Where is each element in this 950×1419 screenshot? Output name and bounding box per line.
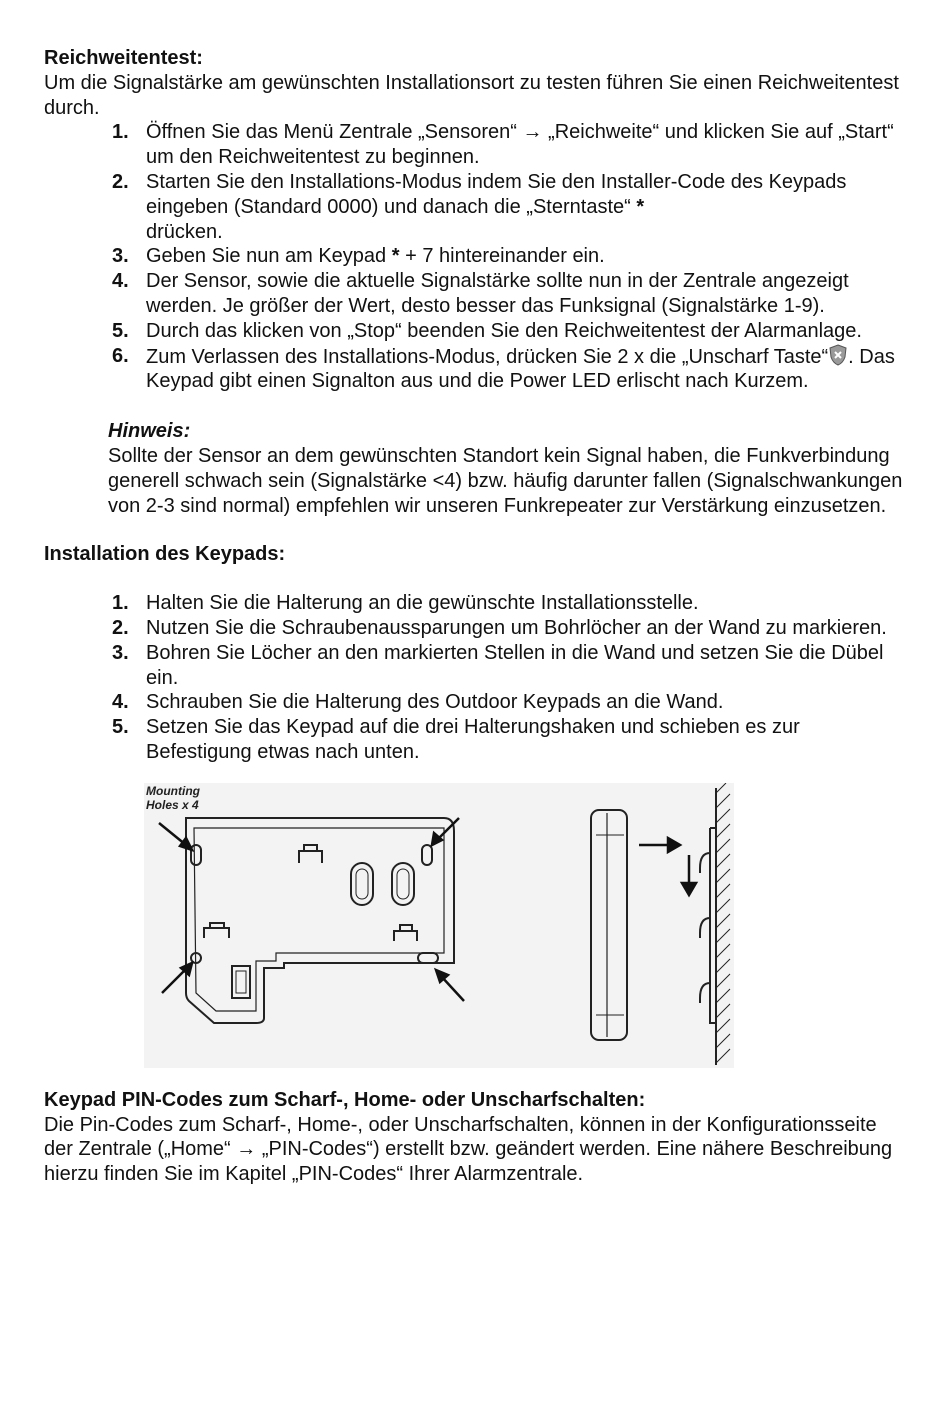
range-test-intro: Um die Signalstärke am gewünschten Installationsort zu testen führen Sie einen Reichweitentest durch. bbox=[44, 71, 899, 119]
pin-codes-text: Die Pin-Codes zum Scharf-, Home-, oder Unscharfschalten, können in der Konfigurationsseite der Zentrale („Home“ → „PIN-Codes“) erstellt bzw. geändert werden. Eine nähere Beschreibung hierzu finden Sie im Kapitel „PIN-Codes“ Ihrer Alarmzentrale. bbox=[44, 1113, 893, 1186]
keypad-install-steps bbox=[44, 591, 904, 765]
step-text: Der Sensor, sowie die aktuelle Signalstärke sollte nun in der Zentrale angezeigt werden. Je größer der Wert, desto besser das Funksignal (Signalstärke 1-9). bbox=[146, 270, 849, 317]
list-item bbox=[44, 616, 904, 641]
mounting-label-line1: Mounting bbox=[146, 783, 200, 798]
step-text: Halten Sie die Halterung an die gewünschte Installationsstelle. bbox=[146, 592, 699, 615]
step-number: 4. bbox=[112, 691, 129, 714]
step-text-cont: drücken. bbox=[146, 220, 223, 243]
step-number: 3. bbox=[112, 641, 129, 664]
step-text-cont: . Das Keypad gibt einen Signalton aus und die Power LED erlischt nach Kurzem. bbox=[146, 345, 895, 393]
list-item bbox=[44, 269, 904, 319]
keypad-install-heading: Installation des Keypads: bbox=[44, 543, 286, 566]
list-item bbox=[44, 244, 904, 269]
list-item bbox=[44, 591, 904, 616]
note-text: Sollte der Sensor an dem gewünschten Standort kein Signal haben, die Funkverbindung generell schwach sein (Signalstärke <4) bzw. häufig darunter fallen (Signalschwankungen von 2-3 sind normal) empfehlen wir unseren Funkrepeater zur Verstärkung einzusetzen. bbox=[108, 444, 903, 517]
list-item bbox=[44, 344, 904, 395]
list-item bbox=[44, 120, 904, 170]
star-key-icon: * bbox=[636, 195, 645, 218]
step-number: 2. bbox=[112, 170, 129, 193]
step-text: Durch das klicken von „Stop“ beenden Sie den Reichweitentest der Alarmanlage. bbox=[146, 319, 862, 342]
list-item bbox=[44, 690, 904, 715]
step-text: Bohren Sie Löcher an den markierten Stellen in die Wand und setzen Sie die Dübel ein. bbox=[146, 641, 884, 689]
step-number: 5. bbox=[112, 716, 129, 739]
step-number: 1. bbox=[112, 121, 129, 144]
range-test-steps bbox=[44, 120, 904, 394]
list-item bbox=[44, 170, 904, 244]
step-number: 3. bbox=[112, 245, 129, 268]
step-number: 2. bbox=[112, 616, 129, 639]
range-test-heading: Reichweitentest: bbox=[44, 47, 203, 69]
step-text: Starten Sie den Installations-Modus indem Sie den Installer-Code des Keypads eingeben (Standard 0000) und danach die „Sterntaste“ bbox=[146, 170, 847, 218]
note-title: Hinweis: bbox=[108, 420, 191, 443]
step-number: 1. bbox=[112, 592, 129, 615]
star-key-icon: * bbox=[391, 245, 400, 268]
list-item bbox=[44, 715, 904, 765]
step-text: Öffnen Sie das Menü Zentrale „Sensoren“ → „Reichweite“ und klicken Sie auf „Start“ um den Reichweitentest zu beginnen. bbox=[146, 121, 894, 169]
mounting-diagram-svg bbox=[144, 783, 734, 1068]
step-text-cont: + 7 hintereinander ein. bbox=[405, 245, 605, 268]
step-text: Geben Sie nun am Keypad bbox=[146, 245, 387, 268]
step-text: Setzen Sie das Keypad auf die drei Halterungshaken und schieben es zur Befestigung etwas nach unten. bbox=[146, 716, 800, 763]
step-number: 5. bbox=[112, 319, 129, 342]
step-number: 6. bbox=[112, 344, 129, 367]
list-item bbox=[44, 319, 904, 344]
mounting-diagram bbox=[144, 783, 734, 1068]
pin-codes-heading: Keypad PIN-Codes zum Scharf-, Home- oder Unscharfschalten: bbox=[44, 1088, 646, 1111]
step-text: Schrauben Sie die Halterung des Outdoor Keypads an die Wand. bbox=[146, 691, 724, 714]
step-text: Zum Verlassen des Installations-Modus, drücken Sie 2 x die „Unscharf Taste“ bbox=[146, 345, 829, 368]
disarm-shield-icon bbox=[828, 344, 848, 366]
step-text: Nutzen Sie die Schraubenaussparungen um Bohrlöcher an der Wand zu markieren. bbox=[146, 616, 887, 639]
mounting-label-line2: Holes x 4 bbox=[146, 797, 199, 812]
note-block bbox=[108, 419, 904, 518]
list-item bbox=[44, 641, 904, 691]
document-page bbox=[44, 46, 904, 1187]
step-number: 4. bbox=[112, 270, 129, 293]
